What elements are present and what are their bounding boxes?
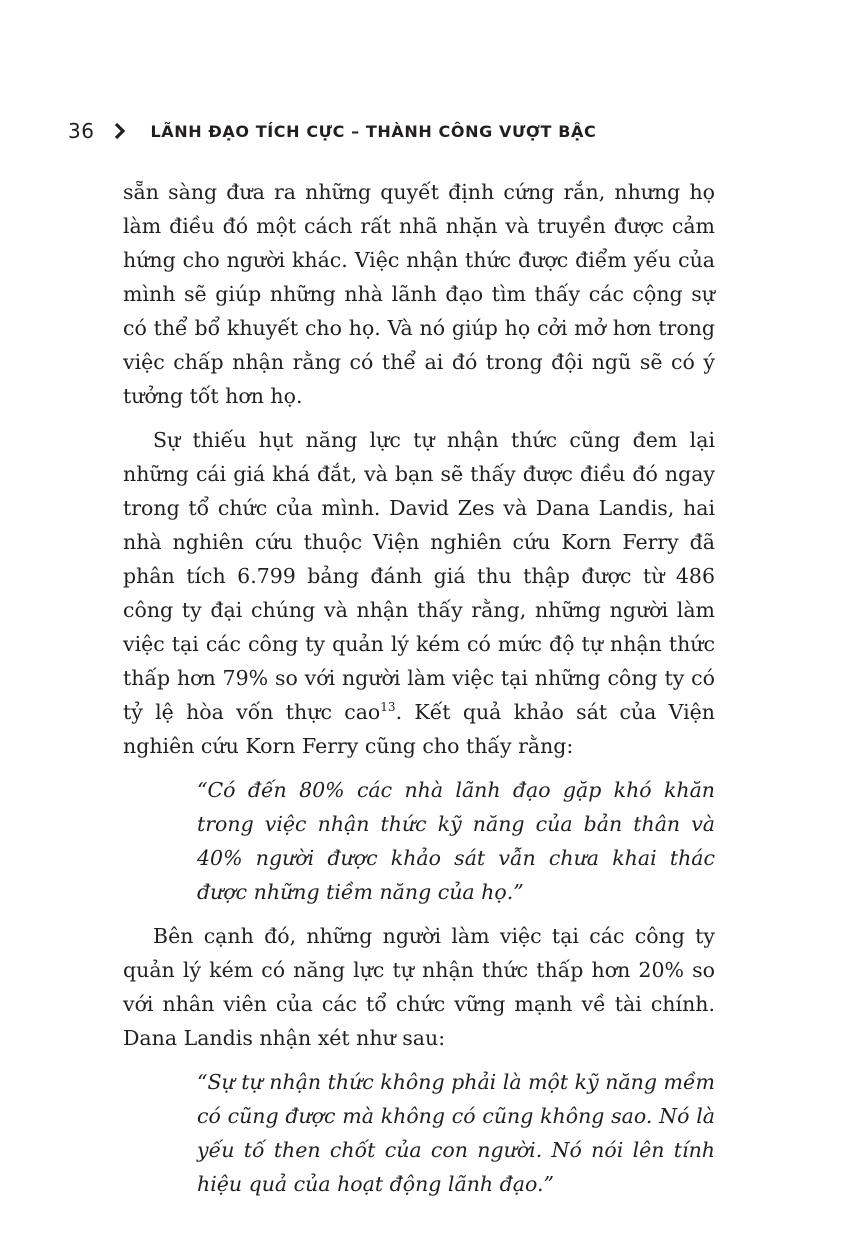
running-header <box>68 118 596 144</box>
paragraph-2-text-end: . Kết quả khảo sát của Viện nghiên cứu Korn Ferry cũng cho thấy rằng: <box>123 700 715 758</box>
footnote-ref: 13 <box>380 700 396 715</box>
page-body <box>123 175 715 1211</box>
paragraph-2 <box>123 423 715 763</box>
blockquote-1: “Có đến 80% các nhà lãnh đạo gặp khó khăn trong việc nhận thức kỹ năng của bản thân và 40% người được khảo sát vẫn chưa khai thác được những tiềm năng của họ.” <box>197 778 715 904</box>
paragraph-2-text: Sự thiếu hụt năng lực tự nhận thức cũng đem lại những cái giá khá đắt, và bạn sẽ thấy được điều đó ngay trong tổ chức của mình. David Zes và Dana Landis, hai nhà nghiên cứu thuộc Viện nghiên cứu Korn Ferry đã phân tích 6.799 bảng đánh giá thu thập được từ 486 công ty đại chúng và nhận thấy rằng, những người làm việc tại các công ty quản lý kém có mức độ tự nhận thức thấp hơn 79% so với người làm việc tại những công ty có tỷ lệ hòa vốn thực cao <box>123 428 715 724</box>
chevron-right-icon <box>114 122 130 140</box>
paragraph-1: sẵn sàng đưa ra những quyết định cứng rắn, nhưng họ làm điều đó một cách rất nhã nhặn và truyền được cảm hứng cho người khác. Việc nhận thức được điểm yếu của mình sẽ giúp những nhà lãnh đạo tìm thấy các cộng sự có thể bổ khuyết cho họ. Và nó giúp họ cởi mở hơn trong việc chấp nhận rằng có thể ai đó trong đội ngũ sẽ có ý tưởng tốt hơn họ. <box>123 180 715 408</box>
running-title: LÃNH ĐẠO TÍCH CỰC – THÀNH CÔNG VƯỢT BẬC <box>150 121 597 141</box>
blockquote-2: “Sự tự nhận thức không phải là một kỹ năng mềm có cũng được mà không có cũng không sao. Nó là yếu tố then chốt của con người. Nó nói lên tính hiệu quả của hoạt động lãnh đạo.” <box>197 1070 715 1196</box>
page-number: 36 <box>68 119 95 143</box>
paragraph-3: Bên cạnh đó, những người làm việc tại các công ty quản lý kém có năng lực tự nhận thức thấp hơn 20% so với nhân viên của các tổ chức vững mạnh về tài chính. Dana Landis nhận xét như sau: <box>123 924 715 1050</box>
